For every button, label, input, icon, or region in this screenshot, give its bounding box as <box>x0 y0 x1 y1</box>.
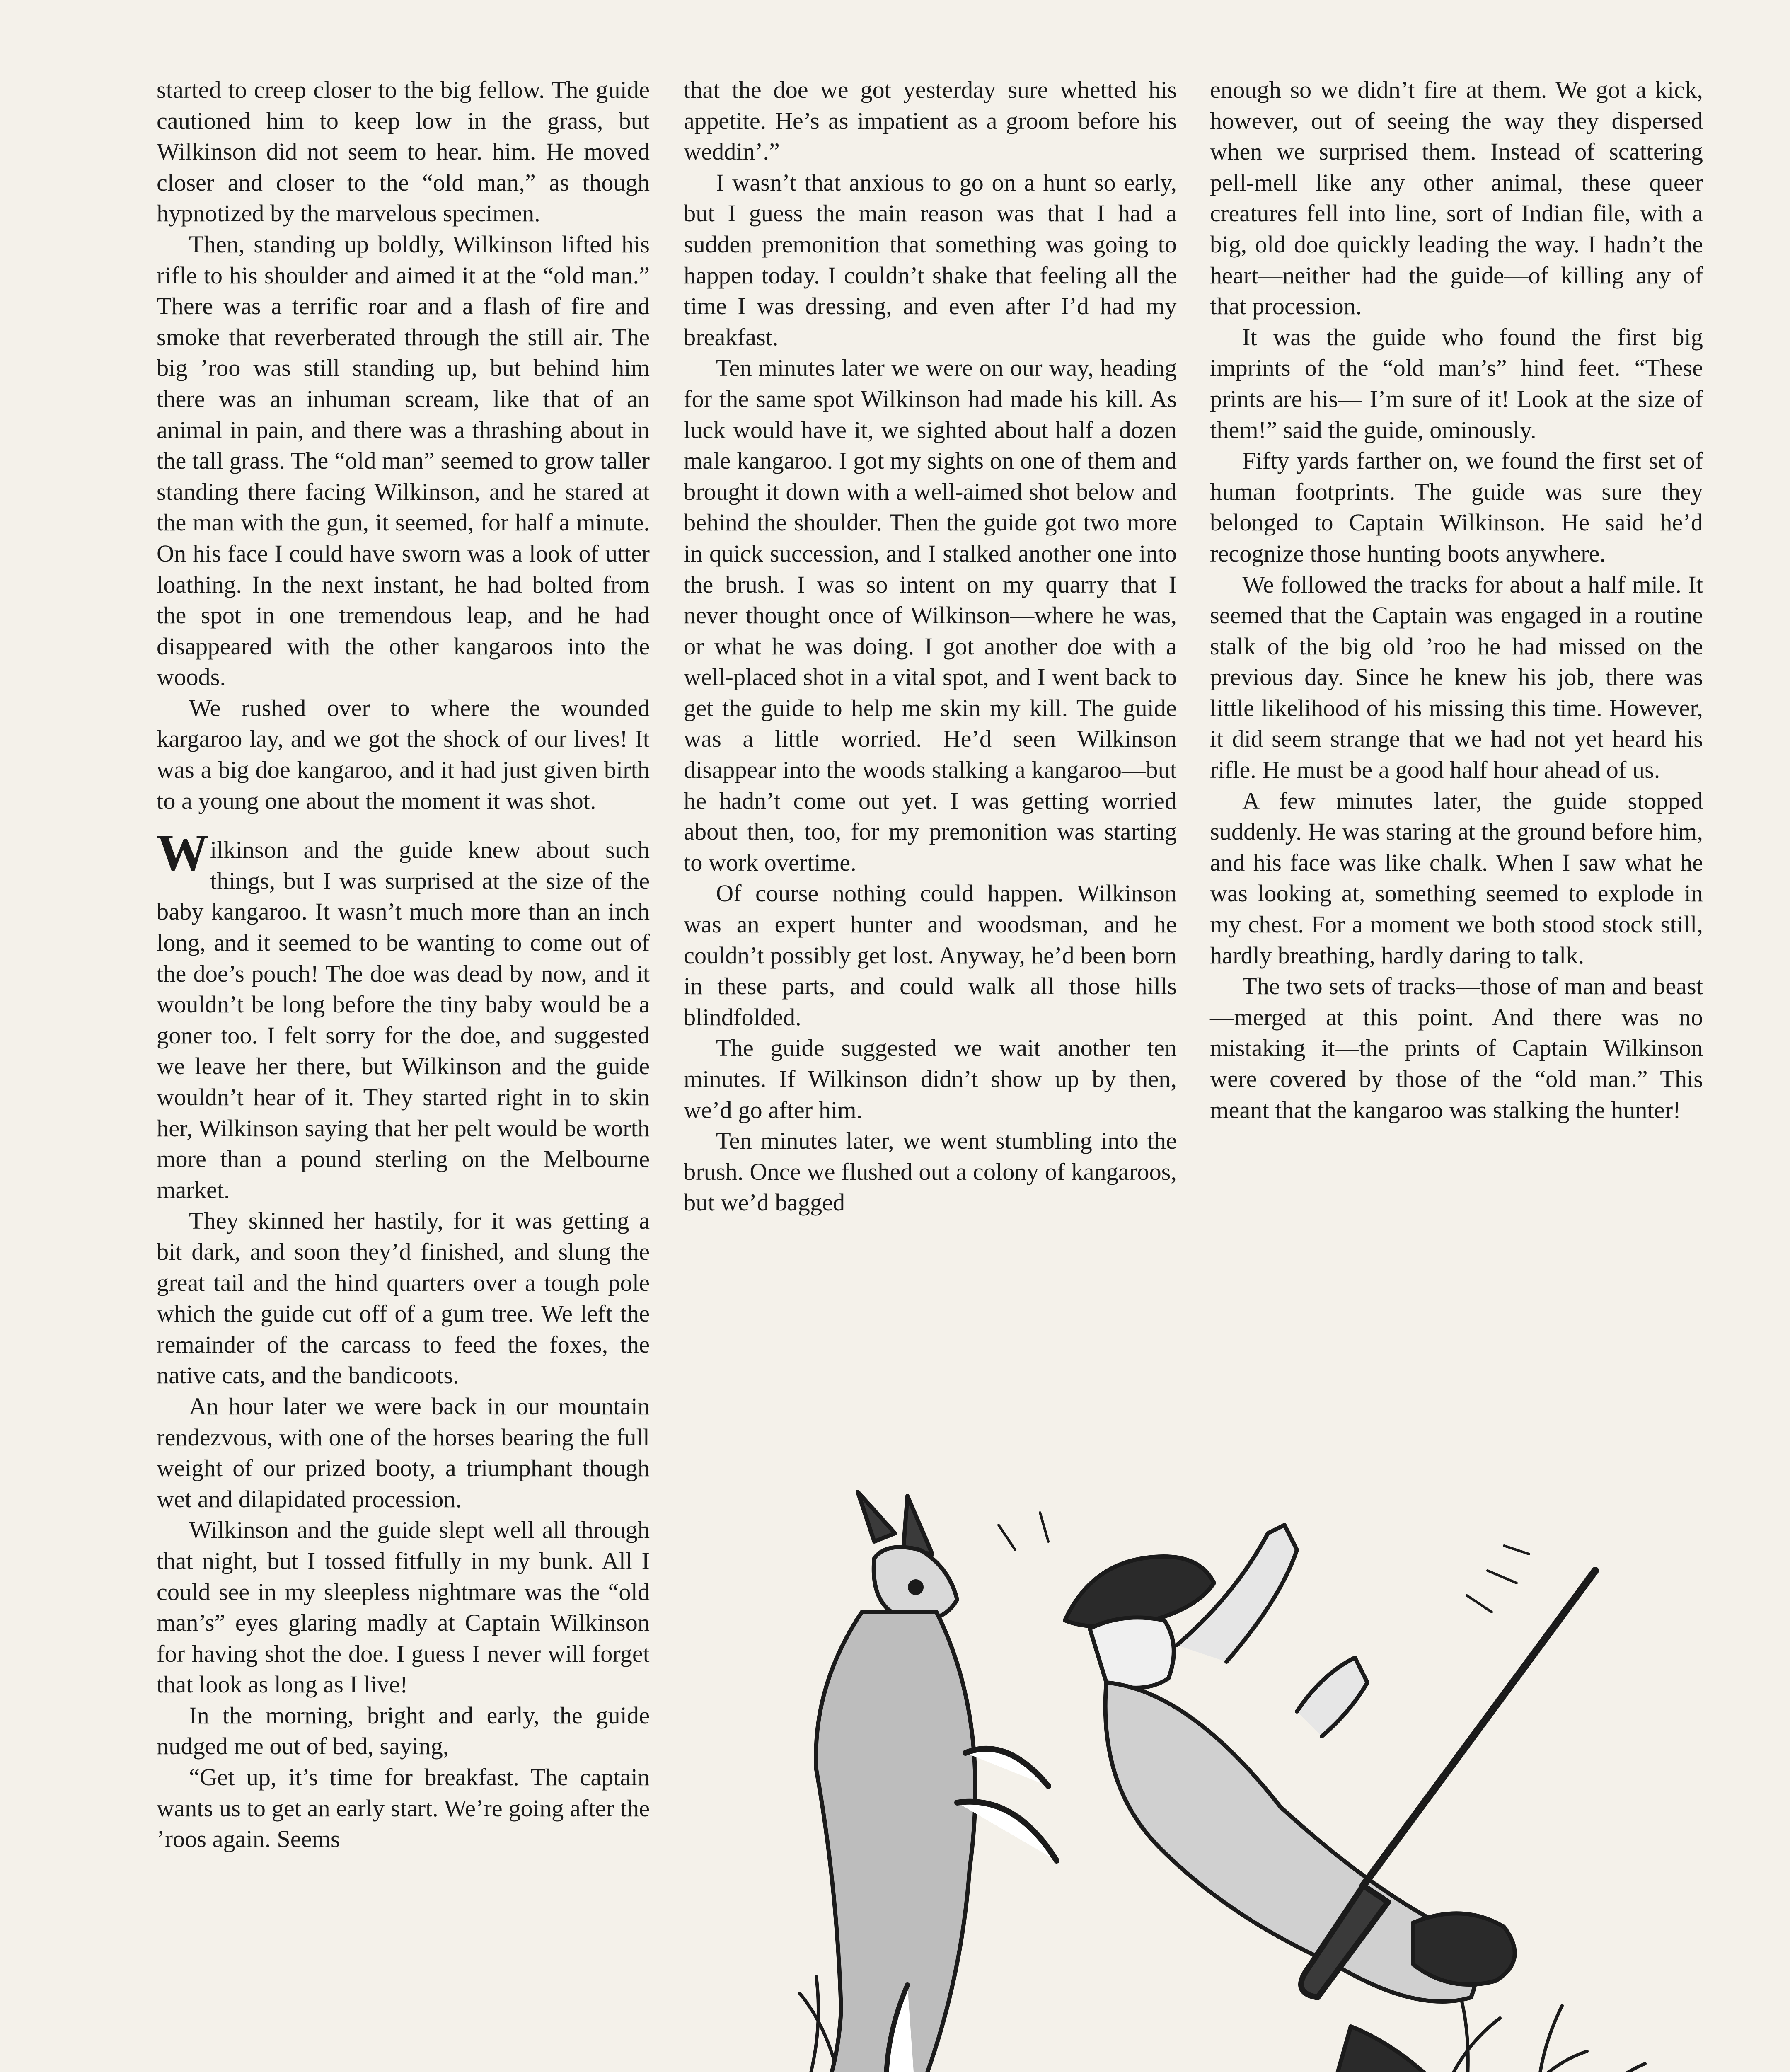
article-paragraph: Wilkinson and the guide slept well all through that night, but I tossed fitfully in my bunk. All I could see in my sleepless nightmare was the “old man’s” eyes glaring madly at Captain Wilkinson for having shot the doe. I guess I never will forget that look as long as I live! <box>157 1516 650 1698</box>
article-paragraph: An hour later we were back in our mountain rendezvous, with one of the horses bearing the full weight of our prized booty, a triumphant though wet and dilapidated procession. <box>157 1392 650 1513</box>
article-column-3 <box>1210 75 1703 1126</box>
article-paragraph: A few minutes later, the guide stopped suddenly. He was staring at the ground before him, and his face was like chalk. When I saw what he was looking at, something seemed to explode in my chest. For a moment we both stood stock still, hardly breathing, hardly daring to talk. <box>1210 787 1703 969</box>
article-column-2 <box>684 75 1177 1218</box>
article-paragraph-drop-cap: Wilkinson and the guide knew about such things, but I was surprised at the size of the baby kangaroo. It wasn’t much more than an inch long, and it seemed to be wanting to come out of the doe’s pouch! The doe was dead by now, and it wouldn’t be long before the tiny baby would be a goner too. I felt sorry for the doe, and suggested we leave her there, but Wilkinson and the guide wouldn’t hear of it. They started right in to skin her, Wilkinson saying that her pelt would be worth more than a pound sterling on the Melbourne market. <box>157 824 650 1203</box>
hunter-figure <box>1065 1525 1515 2072</box>
article-paragraph: I wasn’t that anxious to go on a hunt so early, but I guess the main reason was that I had a sudden premonition that something was going to happen today. I couldn’t shake that feeling all the time I was dressing, and even after I’d had my breakfast. <box>684 169 1177 351</box>
article-paragraph: enough so we didn’t fire at them. We got a kick, however, out of seeing the way they dispersed when we surprised them. Instead of scattering pell-mell like any other animal, these queer creatures fell into line, sort of Indian file, with a big, old doe quickly leading the way. I hadn’t the heart—neither had the guide—of killing any of that procession. <box>1210 76 1703 320</box>
article-paragraph: It was the guide who found the first big imprints of the “old man’s” hind feet. “These prints are his— I’m sure of it! Look at the size of them!” said the guide, ominously. <box>1210 323 1703 443</box>
article-paragraph: Fifty yards farther on, we found the first set of human footprints. The guide was sure they belonged to Captain Wilkinson. He said he’d recognize those hunting boots anywhere. <box>1210 447 1703 567</box>
article-paragraph: They skinned her hastily, for it was getting a bit dark, and soon they’d finished, and slung the great tail and the hind quarters over a tough pole which the guide cut off of a gum tree. We left the remainder of the carcass to feed the foxes, the native cats, and the bandicoots. <box>157 1207 650 1389</box>
article-paragraph: In the morning, bright and early, the guide nudged me out of bed, saying, <box>157 1702 650 1760</box>
article-paragraph: The two sets of tracks—those of man and beast—merged at this point. And there was no mistaking it—the prints of Captain Wilkinson were covered by those of the “old man.” This meant that the kangaroo was stalking the hunter! <box>1210 973 1703 1123</box>
article-paragraph: Ten minutes later, we went stumbling into the brush. Once we flushed out a colony of kangaroos, but we’d bagged <box>684 1127 1177 1216</box>
kangaroo-attack-illustration <box>750 1488 1707 2072</box>
article-column-1 <box>157 75 650 1855</box>
article-paragraph: Then, standing up boldly, Wilkinson lifted his rifle to his shoulder and aimed it at the “old man.” There was a terrific roar and a flash of fire and smoke that reverberated through the still air. The big ’roo was still standing up, but behind him there was an inhuman scream, like that of an animal in pain, and there was a thrashing about in the tall grass. The “old man” seemed to grow taller standing there facing Wilkinson, and he stared at the man with the gun, it seemed, for half a minute. On his face I could have sworn was a look of utter loathing. In the next instant, he had bolted from the spot in one tremendous leap, and he had disappeared with the other kangaroos into the woods. <box>157 230 650 691</box>
article-paragraph: started to creep closer to the big fellow. The guide cautioned him to keep low in the grass, but Wilkinson did not seem to hear. him. He moved closer and closer to the “old man,” as though hypnotized by the marvelous specimen. <box>157 76 650 227</box>
article-paragraph: The guide suggested we wait another ten minutes. If Wilkinson didn’t show up by then, we’d go after him. <box>684 1034 1177 1123</box>
article-paragraph: Ten minutes later we were on our way, heading for the same spot Wilkinson had made his kill. As luck would have it, we sighted about half a dozen male kangaroo. I got my sights on one of them and brought it down with a well-aimed shot below and behind the shoulder. Then the guide got two more in quick succession, and I stalked another one into the brush. I was so intent on my quarry that I never thought once of Wilkinson—where he was, or what he was doing. I got another doe with a well-placed shot in a vital spot, and I went back to get the guide to help me skin my kill. The guide was a little worried. He’d seen Wilkinson disappear into the woods stalking a kangaroo—but he hadn’t come out yet. I was getting worried about then, too, for my premonition was starting to work overtime. <box>684 354 1177 876</box>
article-paragraph: We rushed over to where the wounded kargaroo lay, and we got the shock of our lives! It was a big doe kangaroo, and it had just given birth to a young one about the moment it was shot. <box>157 694 650 814</box>
article-paragraph: Of course nothing could happen. Wilkinson was an expert hunter and woodsman, and he couldn’t possibly get lost. Anyway, he’d been born in these parts, and could walk all those hills blindfolded. <box>684 880 1177 1031</box>
article-paragraph: “Get up, it’s time for breakfast. The captain wants us to get an early start. We’re going after the ’roos again. Seems <box>157 1764 650 1853</box>
article-paragraph: We followed the tracks for about a half mile. It seemed that the Captain was engaged in a routine stalk of the big old ’roo he had missed on the previous day. Since he knew his job, there was little likelihood of his missing this time. However, it did seem strange that we had not yet heard his rifle. He must be a good half hour ahead of us. <box>1210 571 1703 784</box>
kangaroo-figure <box>780 1492 1057 2072</box>
article-paragraph: that the doe we got yesterday sure whetted his appetite. He’s as impatient as a groom before his weddin’.” <box>684 76 1177 165</box>
